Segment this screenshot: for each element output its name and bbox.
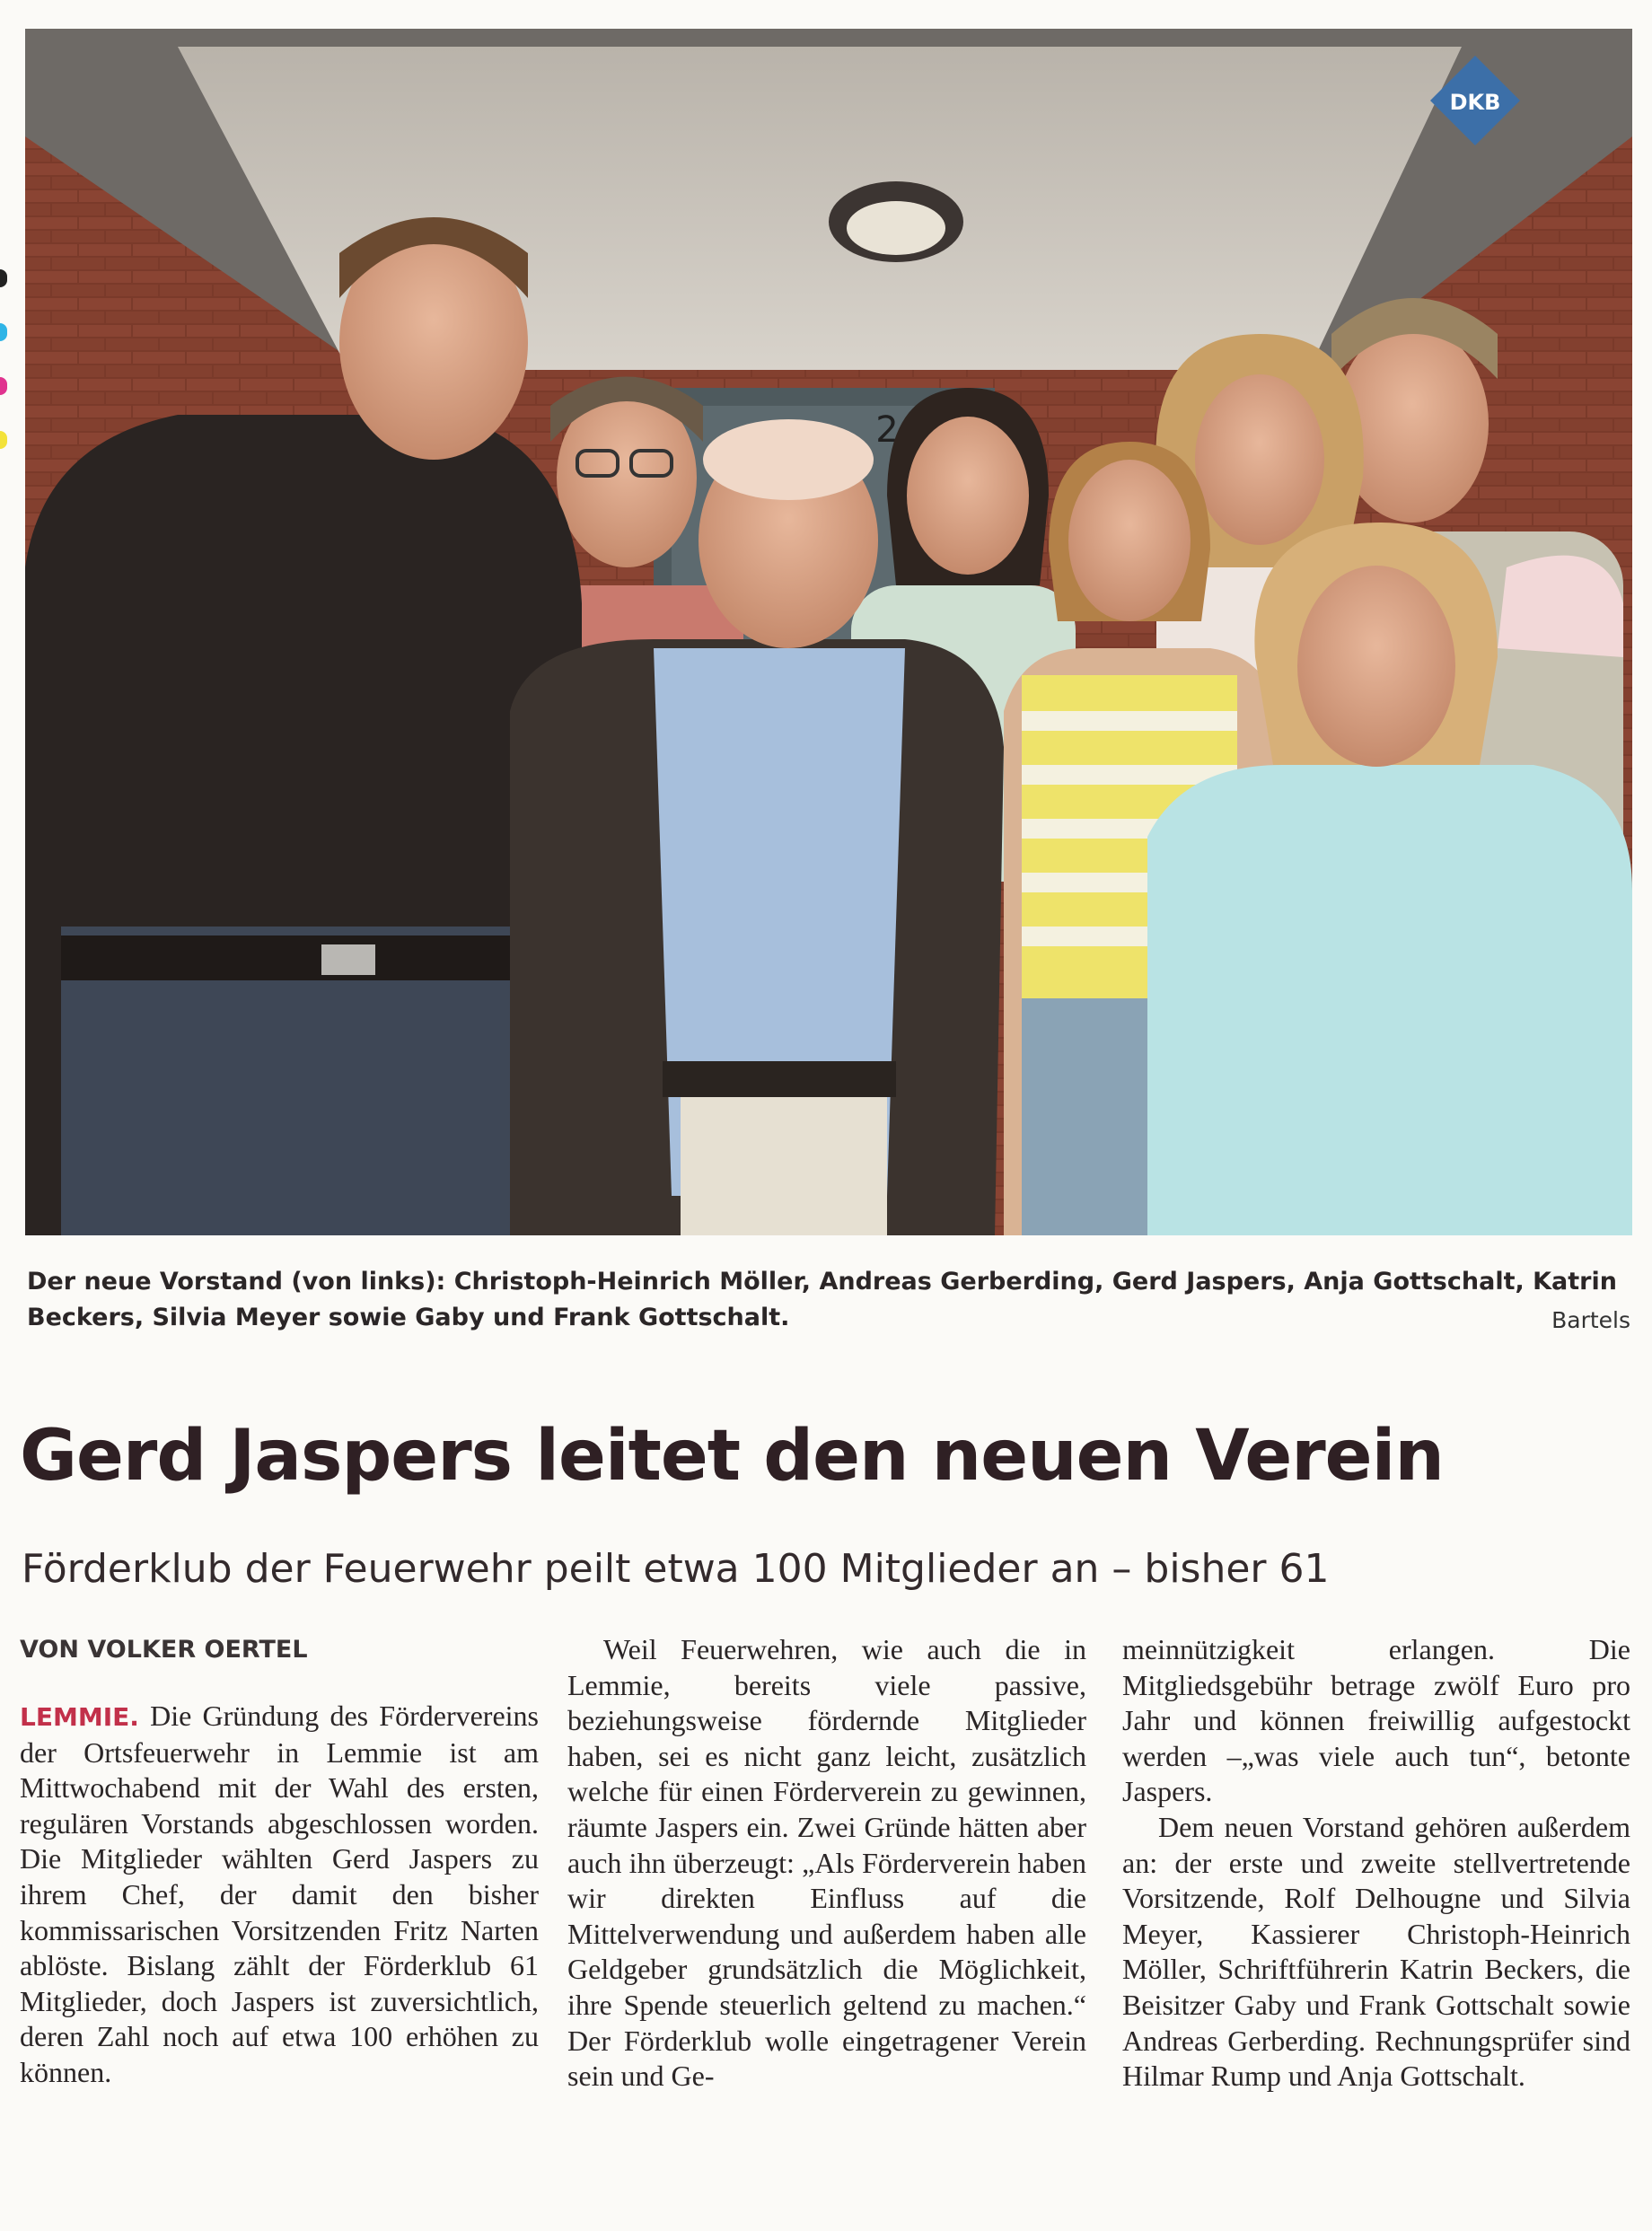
article-subheadline: Förderklub der Feuerwehr peilt etwa 100 Mitglieder an – bisher 61: [22, 1546, 1330, 1592]
article-column-3: [1122, 1632, 1630, 2095]
paragraph-1: [20, 1699, 539, 2091]
registration-mark-black: [0, 269, 7, 287]
article-headline: Gerd Jaspers leitet den neuen Verein: [20, 1416, 1444, 1497]
dateline: LEMMIE.: [20, 1702, 139, 1732]
registration-mark-magenta: [0, 377, 7, 395]
photo-caption: Der neue Vorstand (von links): Christoph-Heinrich Möller, Andreas Gerberding, Gerd Jaspers, Anja Gottschalt, Katrin Beckers, Silvia Meyer sowie Gaby und Frank Gottschalt.: [27, 1268, 1617, 1331]
article-column-1: [20, 1632, 539, 2091]
paragraph-1-text: Die Gründung des Fördervereins der Ortsfeuerwehr in Lemmie ist am Mittwochabend mit der Wahl des ersten, regulären Vorstands abgeschlossen worden. Die Mitglieder wählten Gerd Jaspers zu ihrem Chef, der damit den bisher kommissarischen Vorsitzenden Fritz Narten ablöste. Bislang zählt der Förderklub 61 Mitglieder, doch Jaspers ist zuversichtlich, deren Zahl noch auf etwa 100 erhöhen zu können.: [20, 1700, 540, 2088]
paragraph-4: Dem neuen Vorstand gehören außerdem an: der erste und zweite stellvertretende Vorsitzende, Rolf Delhougne und Silvia Meyer, Kassierer Christoph-Heinrich Möller, Schriftführerin Katrin Beckers, die Beisitzer Gaby und Frank Gottschalt sowie Andreas Gerberding. Rechnungsprüfer sind Hilmar Rump und Anja Gottschalt.: [1122, 1810, 1630, 2093]
house-number: 2: [875, 409, 899, 451]
paragraph-2: Weil Feuerwehren, wie auch die in Lemmie, bereits viele passive, beziehungsweise fördernde Mitglieder haben, sei es nicht ganz leicht, zusätzlich welche für einen Förderverein zu gewinnen, räumte Jaspers ein. Zwei Gründe hätten aber auch ihn überzeugt: „Als Förderverein haben wir direkten Einfluss auf die Mittelverwendung und außerdem haben alle Geldgeber grundsätzlich die Möglichkeit, ihre Spende steuerlich geltend zu machen.“ Der Förderklub wolle eingetragener Verein sein und Ge-: [567, 1633, 1086, 2093]
registration-mark-yellow: [0, 431, 7, 449]
photo-credit: Bartels: [1551, 1307, 1630, 1333]
group-photo: [25, 29, 1632, 1235]
paragraph-3: meinnützigkeit erlangen. Die Mitgliedsgebühr betrage zwölf Euro pro Jahr und können freiwillig aufgestockt werden –„was viele auch tun“, betonte Jaspers.: [1122, 1633, 1630, 1808]
registration-mark-cyan: [0, 323, 7, 341]
dkb-sign-label: DKB: [1449, 90, 1501, 115]
article-column-2: [567, 1632, 1086, 2095]
byline: VON VOLKER OERTEL: [20, 1636, 308, 1664]
